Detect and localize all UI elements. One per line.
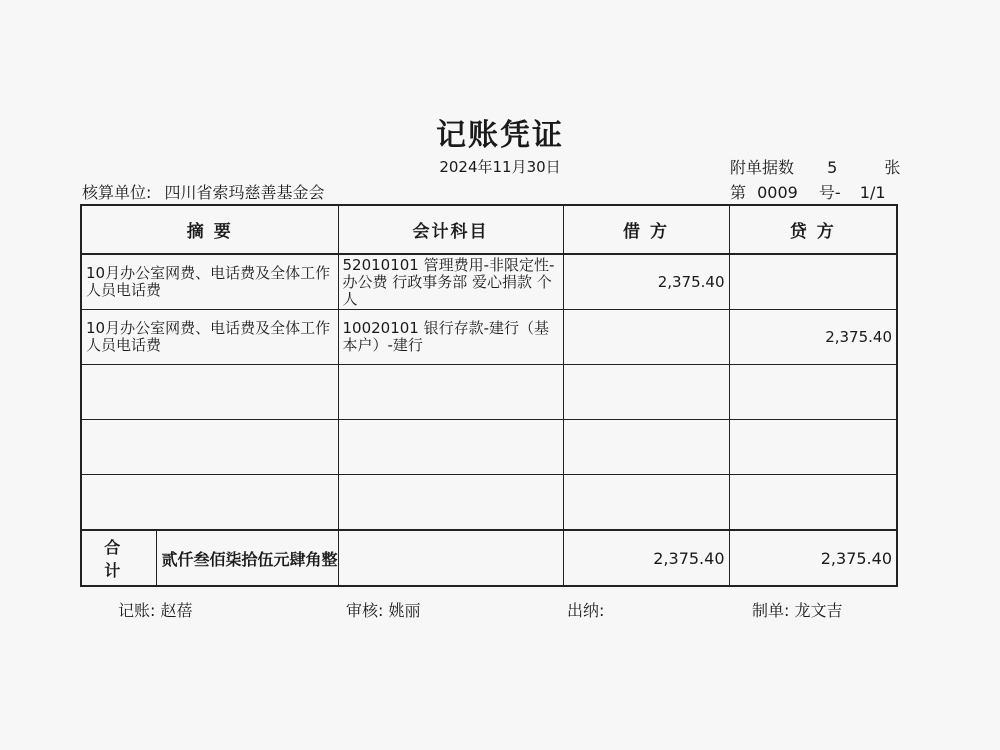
row-credit (729, 254, 897, 310)
total-debit: 2,375.40 (563, 530, 729, 586)
cashier-signature: 出纳: (567, 601, 605, 620)
table-header (81, 205, 897, 254)
bookkeeper-signature: 记账: 赵蓓 (118, 601, 193, 620)
reviewer-signature: 审核: 姚丽 (346, 601, 421, 620)
row-account (338, 365, 563, 420)
voucher-number-prefix: 第 (730, 183, 747, 202)
preparer-signature: 制单: 龙文吉 (752, 601, 843, 620)
table-row (81, 310, 897, 365)
row-debit (563, 420, 729, 475)
attachments-count: 5 (827, 158, 838, 177)
accounting-unit (82, 180, 325, 203)
row-debit (563, 310, 729, 365)
row-debit (563, 475, 729, 531)
accounting-unit-label: 核算单位: (82, 183, 152, 202)
row-credit (729, 365, 897, 420)
row-account (338, 420, 563, 475)
table-row (81, 475, 897, 531)
row-summary: 10月办公室网费、电话费及全体工作人员电话费 (81, 254, 338, 310)
document-title: 记账凭证 (436, 118, 564, 153)
voucher-number-suffix: 号- (818, 183, 841, 202)
voucher-page: 1/1 (859, 183, 886, 202)
attachments-unit: 张 (884, 158, 901, 177)
row-credit: 2,375.40 (729, 310, 897, 365)
row-debit (563, 365, 729, 420)
total-cell (81, 530, 338, 586)
total-empty-cell (338, 530, 563, 586)
row-summary (81, 475, 338, 531)
accounting-unit-name: 四川省索玛慈善基金会 (164, 183, 325, 202)
attachments-info (730, 155, 900, 178)
column-account: 会计科目 (338, 205, 563, 254)
total-label: 合 计 (82, 531, 157, 585)
row-account (338, 475, 563, 531)
row-summary: 10月办公室网费、电话费及全体工作人员电话费 (81, 310, 338, 365)
voucher-number (730, 180, 886, 203)
row-summary (81, 420, 338, 475)
total-amount-words: 贰仟叁佰柒拾伍元肆角整 (161, 549, 338, 569)
total-row (81, 530, 897, 586)
attachments-label: 附单据数 (730, 158, 795, 177)
row-summary (81, 365, 338, 420)
voucher-date: 2024年11月30日 (439, 158, 561, 176)
row-credit (729, 420, 897, 475)
total-credit: 2,375.40 (729, 530, 897, 586)
table-row (81, 420, 897, 475)
table-row (81, 365, 897, 420)
table-row (81, 254, 897, 310)
row-debit: 2,375.40 (563, 254, 729, 310)
row-account: 52010101 管理费用-非限定性-办公费 行政事务部 爱心捐款 个人 (338, 254, 563, 310)
column-debit: 借 方 (563, 205, 729, 254)
column-credit: 贷 方 (729, 205, 897, 254)
voucher-number-value: 0009 (757, 183, 798, 202)
row-credit (729, 475, 897, 531)
voucher-table (80, 204, 898, 587)
row-account: 10020101 银行存款-建行（基本户）-建行 (338, 310, 563, 365)
column-summary: 摘 要 (81, 205, 338, 254)
